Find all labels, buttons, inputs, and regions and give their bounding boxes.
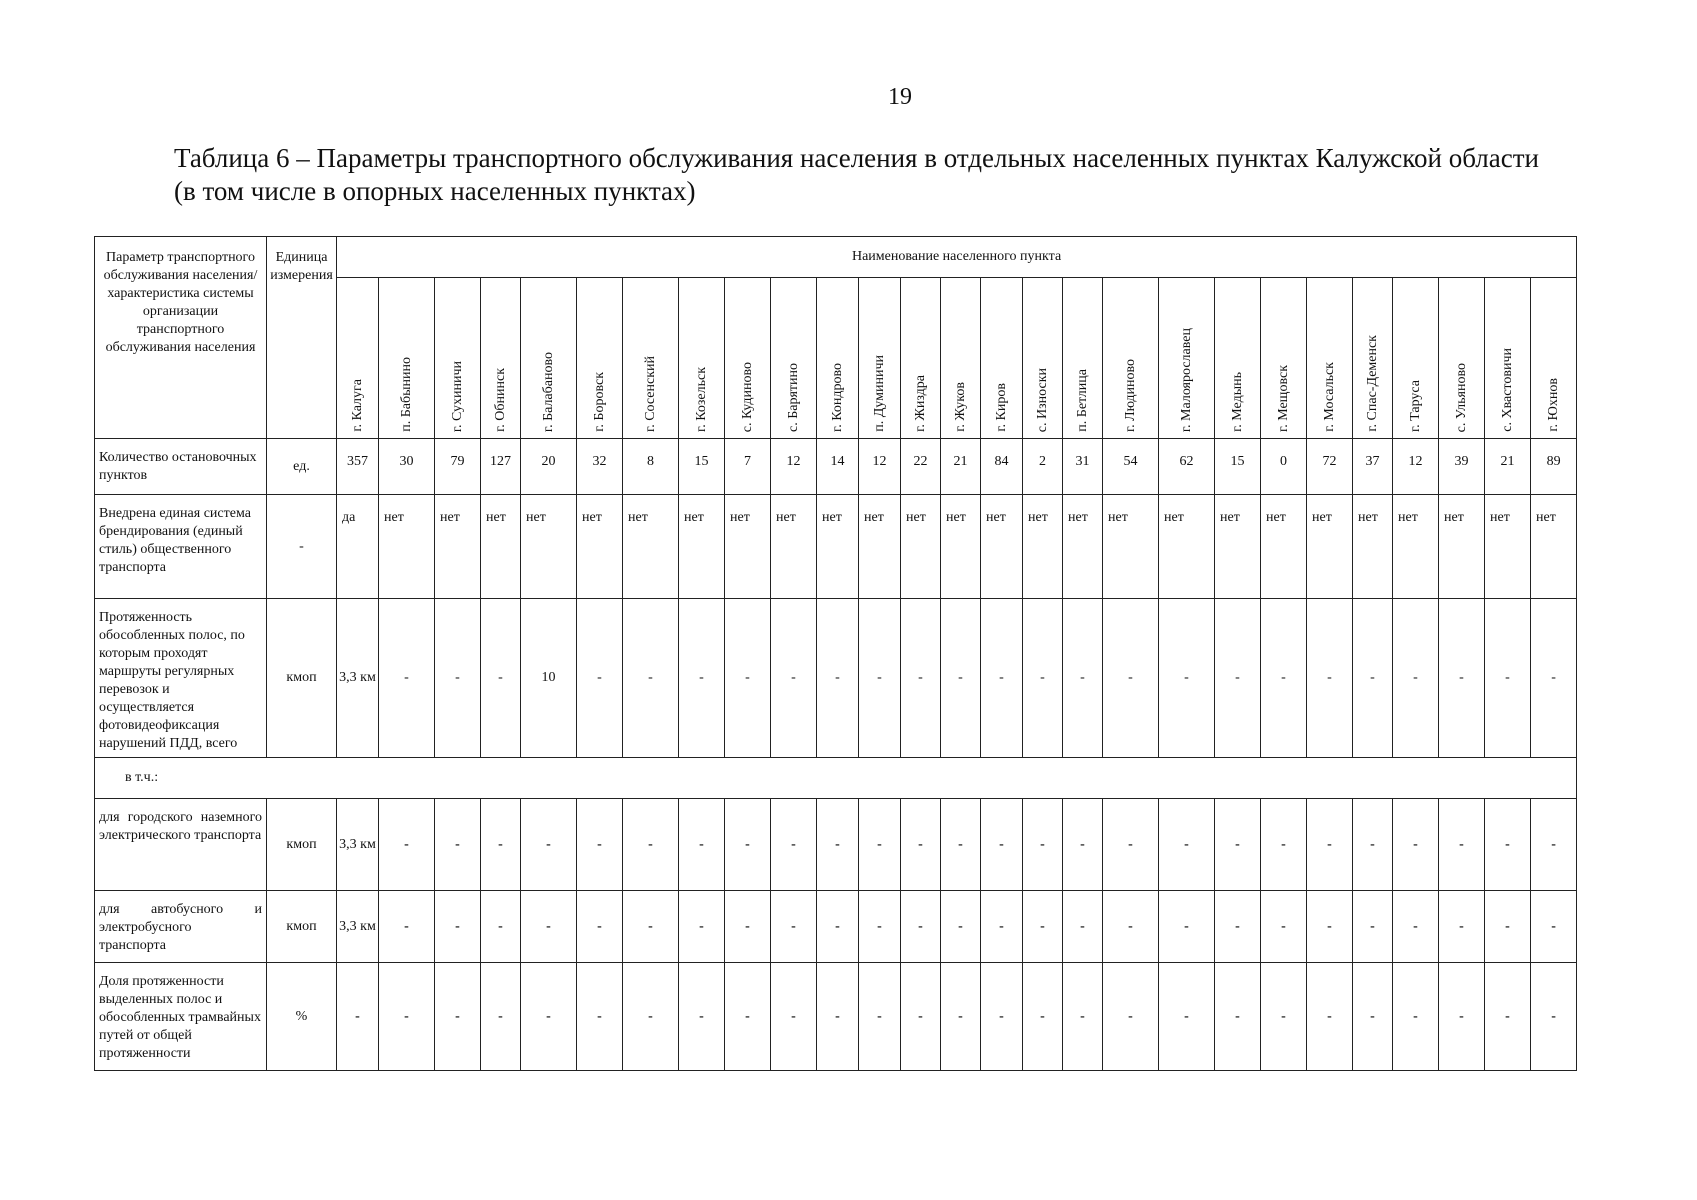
row-unit: %: [267, 963, 337, 1071]
table-row-electric: [95, 799, 1577, 891]
table-row-incl: [95, 758, 1577, 799]
value-cell: нет: [1063, 495, 1103, 599]
settlement-header: [1023, 278, 1063, 439]
table-caption: [174, 142, 1674, 208]
value-cell: нет: [1393, 495, 1439, 599]
value-cell: -: [725, 799, 771, 891]
settlement-name: с. Износки: [1034, 367, 1050, 432]
value-cell: -: [1353, 891, 1393, 963]
value-cell: нет: [981, 495, 1023, 599]
settlement-header: [725, 278, 771, 439]
value-cell: -: [981, 963, 1023, 1071]
value-cell: 30: [379, 439, 435, 495]
settlement-header: [1353, 278, 1393, 439]
value-cell: -: [725, 963, 771, 1071]
settlement-name: г. Малоярославец: [1178, 327, 1194, 432]
settlement-header: [1485, 278, 1531, 439]
value-cell: -: [1531, 799, 1577, 891]
settlement-name: г. Людиново: [1122, 358, 1138, 432]
value-cell: -: [623, 799, 679, 891]
value-cell: -: [521, 963, 577, 1071]
value-cell: -: [379, 799, 435, 891]
settlement-header: [521, 278, 577, 439]
settlement-header: [1159, 278, 1215, 439]
value-cell: -: [1353, 963, 1393, 1071]
settlement-name: с. Ульяново: [1453, 362, 1469, 432]
settlement-name: г. Балабаново: [540, 351, 556, 432]
value-cell: нет: [1439, 495, 1485, 599]
value-cell: нет: [379, 495, 435, 599]
value-cell: -: [679, 891, 725, 963]
settlement-name: г. Киров: [993, 383, 1009, 432]
value-cell: 12: [1393, 439, 1439, 495]
value-cell: -: [521, 891, 577, 963]
value-cell: 8: [623, 439, 679, 495]
row-unit: кмоп: [267, 799, 337, 891]
settlement-name: п. Бабынино: [398, 357, 414, 432]
value-cell: -: [1261, 599, 1307, 758]
row-label: Количество остановочных пунктов: [95, 439, 267, 495]
settlement-name: с. Кудиново: [739, 361, 755, 432]
value-cell: -: [481, 963, 521, 1071]
value-cell: -: [901, 599, 941, 758]
value-cell: нет: [577, 495, 623, 599]
value-cell: -: [481, 599, 521, 758]
value-cell: 62: [1159, 439, 1215, 495]
value-cell: 0: [1261, 439, 1307, 495]
settlement-header: [481, 278, 521, 439]
page-number: 19: [888, 84, 912, 110]
value-cell: нет: [1215, 495, 1261, 599]
settlement-name: г. Жуков: [952, 382, 968, 432]
value-cell: -: [1023, 891, 1063, 963]
settlement-header: [623, 278, 679, 439]
value-cell: -: [1485, 963, 1531, 1071]
value-cell: -: [1531, 963, 1577, 1071]
value-cell: да: [337, 495, 379, 599]
table-row-lanes: [95, 599, 1577, 758]
settlement-name: п. Думиничи: [871, 355, 887, 432]
value-cell: -: [1261, 891, 1307, 963]
value-cell: -: [941, 799, 981, 891]
value-cell: -: [435, 599, 481, 758]
value-cell: -: [435, 891, 481, 963]
value-cell: -: [1063, 799, 1103, 891]
value-cell: нет: [901, 495, 941, 599]
value-cell: -: [1307, 963, 1353, 1071]
value-cell: -: [817, 799, 859, 891]
settlement-name: г. Юхнов: [1545, 378, 1561, 432]
value-cell: -: [941, 963, 981, 1071]
value-cell: нет: [941, 495, 981, 599]
value-cell: -: [771, 799, 817, 891]
value-cell: -: [1393, 799, 1439, 891]
settlement-header: [981, 278, 1023, 439]
value-cell: 15: [1215, 439, 1261, 495]
transport-parameters-table: [94, 236, 1577, 1071]
value-cell: -: [1307, 799, 1353, 891]
settlement-name: г. Кондрово: [829, 363, 845, 432]
settlement-name: г. Медынь: [1229, 372, 1245, 432]
value-cell: -: [1353, 799, 1393, 891]
settlement-header: [1215, 278, 1261, 439]
value-cell: -: [679, 599, 725, 758]
value-cell: -: [1531, 891, 1577, 963]
value-cell: 72: [1307, 439, 1353, 495]
value-cell: 20: [521, 439, 577, 495]
settlement-header: [1307, 278, 1353, 439]
settlement-header: [1393, 278, 1439, 439]
value-cell: -: [623, 891, 679, 963]
value-cell: нет: [817, 495, 859, 599]
value-cell: -: [1307, 599, 1353, 758]
settlement-header: [1063, 278, 1103, 439]
value-cell: нет: [521, 495, 577, 599]
value-cell: -: [1023, 799, 1063, 891]
value-cell: -: [435, 799, 481, 891]
value-cell: -: [481, 891, 521, 963]
value-cell: -: [1215, 799, 1261, 891]
value-cell: 79: [435, 439, 481, 495]
value-cell: нет: [771, 495, 817, 599]
settlement-name: г. Калуга: [349, 379, 365, 432]
value-cell: -: [379, 963, 435, 1071]
caption-line-2: (в том числе в опорных населенных пунктах): [174, 176, 696, 206]
value-cell: -: [577, 599, 623, 758]
settlement-header: [577, 278, 623, 439]
settlement-header: [435, 278, 481, 439]
value-cell: 357: [337, 439, 379, 495]
value-cell: -: [1159, 799, 1215, 891]
table-row-stops: [95, 439, 1577, 495]
value-cell: -: [901, 963, 941, 1071]
value-cell: -: [1103, 799, 1159, 891]
settlement-name: с. Барятино: [785, 362, 801, 432]
value-cell: нет: [1261, 495, 1307, 599]
value-cell: -: [623, 963, 679, 1071]
value-cell: -: [1439, 963, 1485, 1071]
header-unit: Единица измерения: [267, 237, 337, 439]
value-cell: нет: [481, 495, 521, 599]
caption-line-1: Таблица 6 – Параметры транспортного обслуживания населения в отдельных населенных пунктах Калужской области: [174, 143, 1539, 173]
settlement-header: [771, 278, 817, 439]
settlement-header: [1103, 278, 1159, 439]
value-cell: -: [981, 891, 1023, 963]
value-cell: 31: [1063, 439, 1103, 495]
value-cell: 14: [817, 439, 859, 495]
value-cell: 3,3 км: [337, 891, 379, 963]
value-cell: 12: [859, 439, 901, 495]
value-cell: -: [859, 891, 901, 963]
value-cell: -: [679, 963, 725, 1071]
value-cell: -: [1215, 963, 1261, 1071]
value-cell: -: [435, 963, 481, 1071]
settlement-name: г. Сосенский: [642, 356, 658, 432]
settlement-header: [901, 278, 941, 439]
value-cell: -: [859, 963, 901, 1071]
value-cell: -: [481, 799, 521, 891]
value-cell: -: [981, 599, 1023, 758]
settlement-name: г. Сухиничи: [449, 360, 465, 432]
value-cell: нет: [435, 495, 481, 599]
row-label: для автобусного и электробусного транспорта: [95, 891, 267, 963]
row-unit: -: [267, 495, 337, 599]
settlement-name: г. Жиздра: [912, 375, 928, 432]
value-cell: -: [725, 599, 771, 758]
settlement-name: г. Мосальск: [1321, 362, 1337, 432]
value-cell: 89: [1531, 439, 1577, 495]
value-cell: -: [981, 799, 1023, 891]
table-row-bus: [95, 891, 1577, 963]
settlement-header: [1261, 278, 1307, 439]
value-cell: -: [1531, 599, 1577, 758]
value-cell: 127: [481, 439, 521, 495]
value-cell: -: [1439, 799, 1485, 891]
settlement-header: [379, 278, 435, 439]
value-cell: -: [1063, 599, 1103, 758]
value-cell: -: [1159, 963, 1215, 1071]
value-cell: -: [1215, 891, 1261, 963]
value-cell: -: [1063, 891, 1103, 963]
value-cell: 2: [1023, 439, 1063, 495]
value-cell: нет: [1103, 495, 1159, 599]
value-cell: 10: [521, 599, 577, 758]
settlement-name: п. Бетлица: [1074, 369, 1090, 432]
value-cell: -: [577, 963, 623, 1071]
settlement-header: [337, 278, 379, 439]
settlement-name: г. Козельск: [693, 367, 709, 432]
value-cell: -: [817, 599, 859, 758]
settlement-header: [941, 278, 981, 439]
value-cell: нет: [679, 495, 725, 599]
value-cell: -: [337, 963, 379, 1071]
value-cell: -: [859, 799, 901, 891]
value-cell: -: [1159, 891, 1215, 963]
value-cell: нет: [859, 495, 901, 599]
row-label: Протяженность обособленных полос, по которым проходят маршруты регулярных перевозок и осуществляется фотовидеофиксация нарушений ПДД, всего: [95, 599, 267, 758]
value-cell: -: [817, 963, 859, 1071]
value-cell: 21: [1485, 439, 1531, 495]
row-label: Внедрена единая система брендирования (единый стиль) общественного транспорта: [95, 495, 267, 599]
value-cell: -: [1261, 799, 1307, 891]
value-cell: 7: [725, 439, 771, 495]
value-cell: -: [901, 799, 941, 891]
value-cell: -: [1023, 599, 1063, 758]
value-cell: 3,3 км: [337, 599, 379, 758]
value-cell: -: [1103, 891, 1159, 963]
header-parameter: Параметр транспортного обслуживания населения/характеристика системы организации транспортного обслуживания населения: [95, 237, 267, 439]
value-cell: 15: [679, 439, 725, 495]
value-cell: -: [1393, 599, 1439, 758]
value-cell: нет: [1485, 495, 1531, 599]
value-cell: 84: [981, 439, 1023, 495]
value-cell: 12: [771, 439, 817, 495]
value-cell: -: [901, 891, 941, 963]
value-cell: -: [577, 891, 623, 963]
value-cell: 37: [1353, 439, 1393, 495]
settlement-name: г. Таруса: [1407, 380, 1423, 432]
value-cell: -: [941, 891, 981, 963]
value-cell: 32: [577, 439, 623, 495]
row-unit: кмоп: [267, 891, 337, 963]
value-cell: -: [725, 891, 771, 963]
row-unit: ед.: [267, 439, 337, 495]
value-cell: -: [771, 599, 817, 758]
value-cell: -: [1307, 891, 1353, 963]
value-cell: нет: [1353, 495, 1393, 599]
row-unit: кмоп: [267, 599, 337, 758]
value-cell: -: [1485, 599, 1531, 758]
value-cell: -: [1103, 599, 1159, 758]
value-cell: -: [1393, 891, 1439, 963]
value-cell: -: [771, 963, 817, 1071]
value-cell: -: [1103, 963, 1159, 1071]
value-cell: -: [1261, 963, 1307, 1071]
table-row-branding: [95, 495, 1577, 599]
row-label: Доля протяженности выделенных полос и обособленных трамвайных путей от общей протяженности: [95, 963, 267, 1071]
value-cell: -: [1353, 599, 1393, 758]
value-cell: нет: [725, 495, 771, 599]
value-cell: -: [379, 891, 435, 963]
value-cell: 3,3 км: [337, 799, 379, 891]
value-cell: -: [941, 599, 981, 758]
table-row-share: [95, 963, 1577, 1071]
value-cell: -: [817, 891, 859, 963]
value-cell: 22: [901, 439, 941, 495]
header-settlement-name: Наименование населенного пункта: [337, 237, 1577, 278]
value-cell: -: [1023, 963, 1063, 1071]
value-cell: -: [771, 891, 817, 963]
value-cell: -: [1485, 799, 1531, 891]
value-cell: -: [623, 599, 679, 758]
settlement-name: г. Спас-Деменск: [1364, 335, 1380, 432]
incl-label: в т.ч.:: [95, 758, 1577, 799]
value-cell: -: [1063, 963, 1103, 1071]
value-cell: -: [1485, 891, 1531, 963]
value-cell: -: [1393, 963, 1439, 1071]
value-cell: -: [679, 799, 725, 891]
value-cell: 54: [1103, 439, 1159, 495]
value-cell: 21: [941, 439, 981, 495]
value-cell: нет: [1023, 495, 1063, 599]
value-cell: -: [521, 799, 577, 891]
settlement-header: [1439, 278, 1485, 439]
settlement-name: г. Мещовск: [1275, 365, 1291, 432]
value-cell: -: [859, 599, 901, 758]
value-cell: -: [1159, 599, 1215, 758]
settlement-name: г. Боровск: [591, 372, 607, 432]
value-cell: -: [379, 599, 435, 758]
value-cell: нет: [1159, 495, 1215, 599]
value-cell: -: [577, 799, 623, 891]
value-cell: нет: [623, 495, 679, 599]
value-cell: 39: [1439, 439, 1485, 495]
settlement-header: [859, 278, 901, 439]
value-cell: нет: [1531, 495, 1577, 599]
settlement-header: [1531, 278, 1577, 439]
value-cell: -: [1439, 891, 1485, 963]
row-label: для городского наземного электрического транспорта: [95, 799, 267, 891]
settlement-name: с. Хвастовичи: [1499, 348, 1515, 432]
value-cell: -: [1439, 599, 1485, 758]
settlement-header: [679, 278, 725, 439]
value-cell: нет: [1307, 495, 1353, 599]
value-cell: -: [1215, 599, 1261, 758]
settlement-header: [817, 278, 859, 439]
settlement-name: г. Обнинск: [492, 368, 508, 432]
